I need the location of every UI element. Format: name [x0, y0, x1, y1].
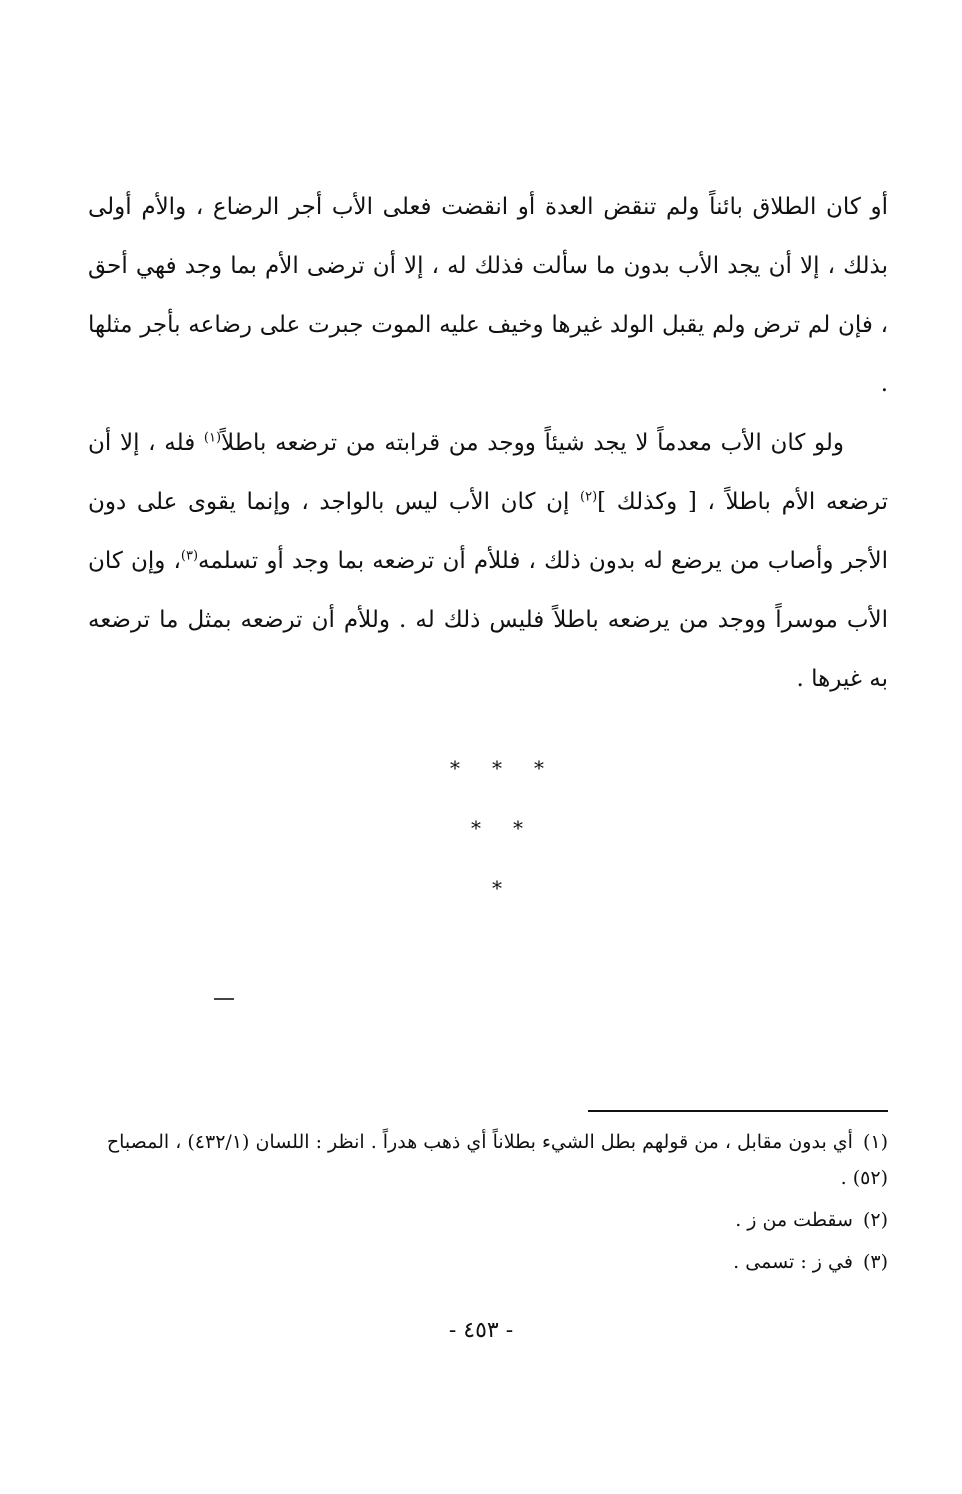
footnote-text: أي بدون مقابل ، من قولهم بطل الشيء بطلاناً أي ذهب هدراً . انظر : اللسان (٤٣٢/١) ، المصباح (٥٢) .	[106, 1131, 888, 1189]
paragraph-2-part-2: فله ، إلا أن ترضعه الأم باطلاً ، [ وكذلك ]	[88, 430, 888, 515]
footnote-ref-3: (٣)	[180, 548, 199, 564]
footnote-3	[80, 1244, 888, 1280]
footnote-number: (٢)	[862, 1209, 888, 1231]
stray-mark	[214, 998, 234, 1000]
footnote-2	[80, 1202, 888, 1238]
paragraph-2-part-3: إن كان الأب ليس بالواجد ، وإنما يقوى على دون الأجر وأصاب من يرضع له بدون ذلك ، فللأم أن ترضعه بما وجد أو تسلمه	[88, 489, 889, 574]
separator-row-3	[0, 876, 962, 900]
footnote-number: (٣)	[862, 1251, 888, 1273]
paragraph-2-part-4: ، وإن كان الأب موسراً ووجد من يرضعه باطلاً فليس ذلك له . وللأم أن ترضعه بمثل ما ترضعه به غيرها .	[88, 548, 888, 692]
main-text	[88, 178, 888, 709]
footnote-divider	[588, 1110, 888, 1112]
footnote-ref-2: (٢)	[580, 489, 598, 505]
page-number: - ٤٥٣ -	[448, 1318, 514, 1343]
separator-star: *	[492, 876, 502, 900]
paragraph-2-part-1: ولو كان الأب معدماً لا يجد شيئاً ووجد من قرابته من ترضعه باطلاً	[221, 430, 844, 456]
separator-star: *	[534, 756, 544, 780]
footnotes	[80, 1124, 888, 1286]
separator-star: *	[513, 816, 523, 840]
footnote-text: في ز : تسمى .	[733, 1251, 853, 1273]
separator-star: *	[492, 756, 502, 780]
separator-row-2	[0, 816, 962, 840]
separator-star: *	[471, 816, 481, 840]
paragraph-2	[88, 414, 888, 709]
footnote-text: سقطت من ز .	[735, 1209, 853, 1231]
separator-row-1	[0, 756, 962, 780]
paragraph-1: أو كان الطلاق بائناً ولم تنقض العدة أو انقضت فعلى الأب أجر الرضاع ، والأم أولى بذلك ، إلا أن يجد الأب بدون ما سألت فذلك له ، إلا أن ترضى الأم بما وجد فهي أحق ، فإن لم ترض ولم يقبل الولد غيرها وخيف عليه الموت جبرت على رضاعه بأجر مثلها .	[88, 194, 888, 397]
footnote-number: (١)	[862, 1131, 888, 1153]
footnote-1	[80, 1124, 888, 1196]
separator-star: *	[450, 756, 460, 780]
footnote-ref-1: (١)	[203, 430, 222, 446]
